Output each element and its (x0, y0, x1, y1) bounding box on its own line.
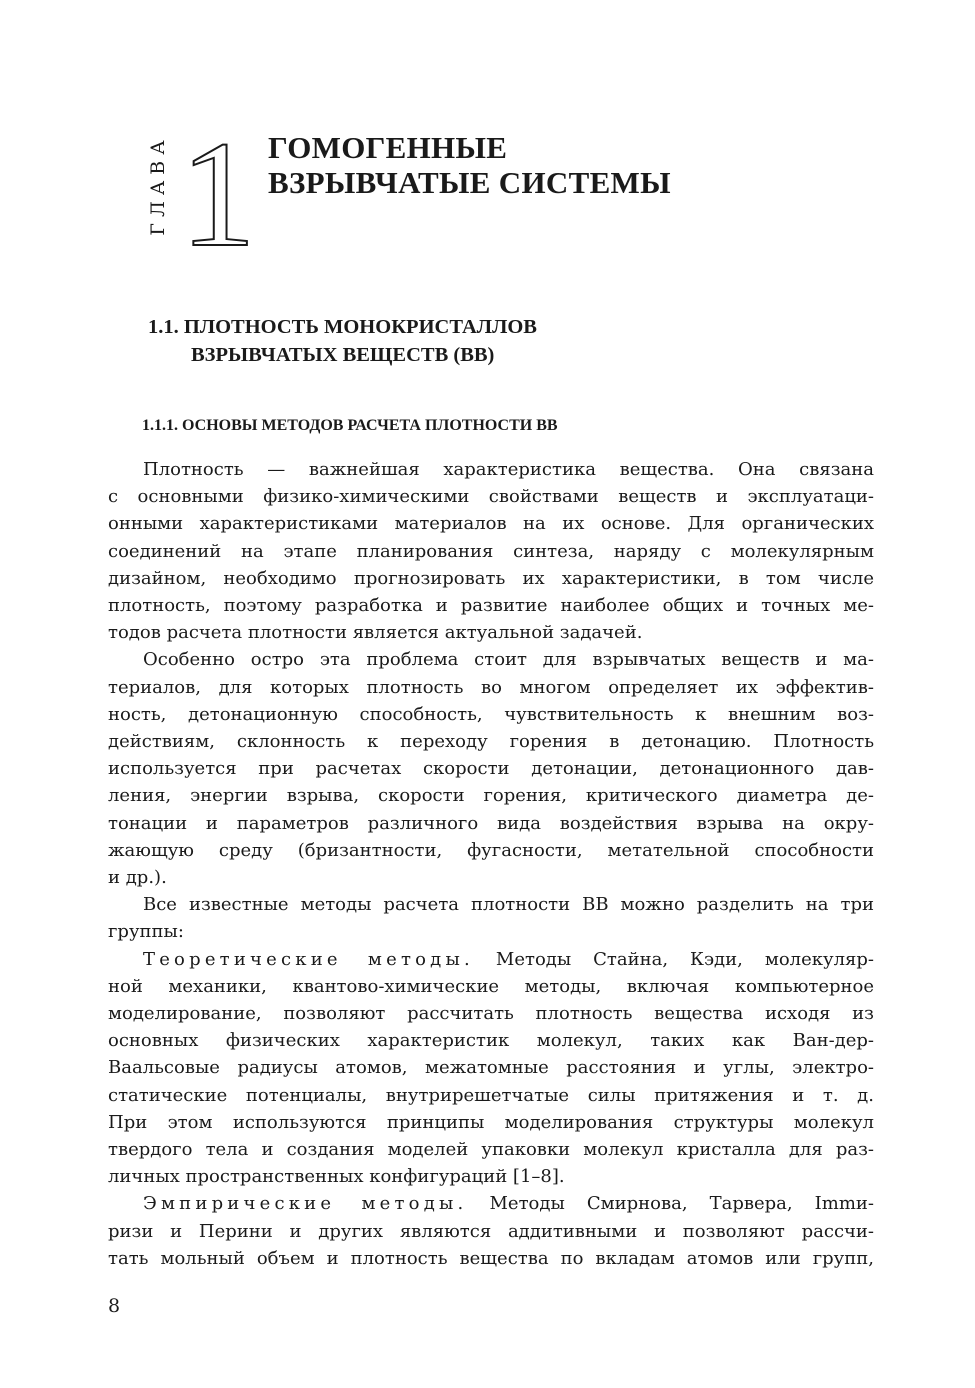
text-line: ной механики, квантово-химические методы, включая компьютерное (108, 975, 874, 997)
text-line: териалов, для которых плотность во многом определяет их эффектив- (108, 676, 874, 698)
text-line: тать мольный объем и плотность вещества по вкладам атомов или групп, (108, 1247, 874, 1269)
chapter-label-text: ГЛАВА (147, 134, 169, 236)
section-heading (148, 313, 537, 369)
section-heading-line1: 1.1. ПЛОТНОСТЬ МОНОКРИСТАЛЛОВ (148, 316, 537, 338)
text-line: Ваальсовые радиусы атомов, межатомные расстояния и углы, электро- (108, 1057, 874, 1079)
text-line: тонации и параметров различного вида воздействия взрыва на окру- (108, 812, 874, 834)
text-line (108, 946, 874, 973)
text-line: Особенно остро эта проблема стоит для взрывчатых веществ и ма- (143, 649, 874, 671)
text-line: ризи и Перини и других являются аддитивными и позволяют рассчи- (108, 1220, 874, 1242)
section-heading-line2: ВЗРЫВЧАТЫХ ВЕЩЕСТВ (ВВ) (191, 344, 495, 366)
term-theoretical: Теоретические методы. (143, 948, 474, 970)
text-line: ность, детонационную способность, чувствительность к внешним воз- (108, 703, 874, 725)
chapter-title-line2: ВЗРЫВЧАТЫЕ СИСТЕМЫ (268, 165, 671, 200)
chapter-number: 1 (180, 110, 256, 278)
text-line: онными характеристиками материалов на их основе. Для органических (108, 513, 874, 535)
text-line: статические потенциалы, внутрирешетчатые силы притяжения и т. д. (108, 1084, 874, 1106)
text-line: и др.). (108, 867, 167, 889)
subsection-heading: 1.1.1. ОСНОВЫ МЕТОДОВ РАСЧЕТА ПЛОТНОСТИ ВВ (142, 417, 558, 434)
page-number: 8 (108, 1295, 121, 1317)
text-line: тодов расчета плотности является актуальной задачей. (108, 622, 643, 644)
text-line: твердого тела и создания моделей упаковки молекул кристалла для раз- (108, 1139, 874, 1161)
text-fragment: Методы Стайна, Кэди, молекуляр- (473, 948, 874, 970)
text-line: Плотность — важнейшая характеристика вещества. Она связана (143, 459, 874, 480)
text-line: соединений на этапе планирования синтеза, наряду с молекулярным (108, 540, 874, 562)
text-line: плотность, поэтому разработка и развитие наиболее общих и точных ме- (108, 595, 874, 617)
text-line: жающую среду (бризантности, фугасности, метательной способности (108, 839, 874, 861)
text-line (108, 1190, 874, 1217)
text-line: с основными физико-химическими свойствами веществ и эксплуатаци- (108, 486, 874, 508)
text-line: Все известные методы расчета плотности ВВ можно разделить на три (143, 894, 874, 916)
text-fragment: Методы Смирнова, Тарвера, Immи- (467, 1193, 874, 1215)
chapter-title (268, 130, 671, 200)
text-line: моделирование, позволяют рассчитать плотность вещества исходя из (108, 1003, 874, 1025)
chapter-title-line1: ГОМОГЕННЫЕ (268, 130, 508, 165)
text-line: используется при расчетах скорости детонации, детонационного дав- (108, 758, 874, 780)
text-line: основных физических характеристик молекул, таких как Ван-дер- (108, 1030, 874, 1052)
body-text (108, 456, 874, 1272)
text-line: дизайном, необходимо прогнозировать их характеристики, в том числе (108, 567, 874, 589)
text-line: группы: (108, 921, 184, 943)
text-line: личных пространственных конфигураций [1–8]. (108, 1166, 565, 1188)
text-line: При этом используются принципы моделирования структуры молекул (108, 1111, 874, 1133)
text-line: ления, энергии взрыва, скорости горения, критического диаметра де- (108, 785, 874, 807)
term-empirical: Эмпирические методы. (143, 1193, 468, 1215)
chapter-label (143, 135, 173, 235)
text-line: действиям, склонность к переходу горения в детонацию. Плотность (108, 731, 874, 753)
